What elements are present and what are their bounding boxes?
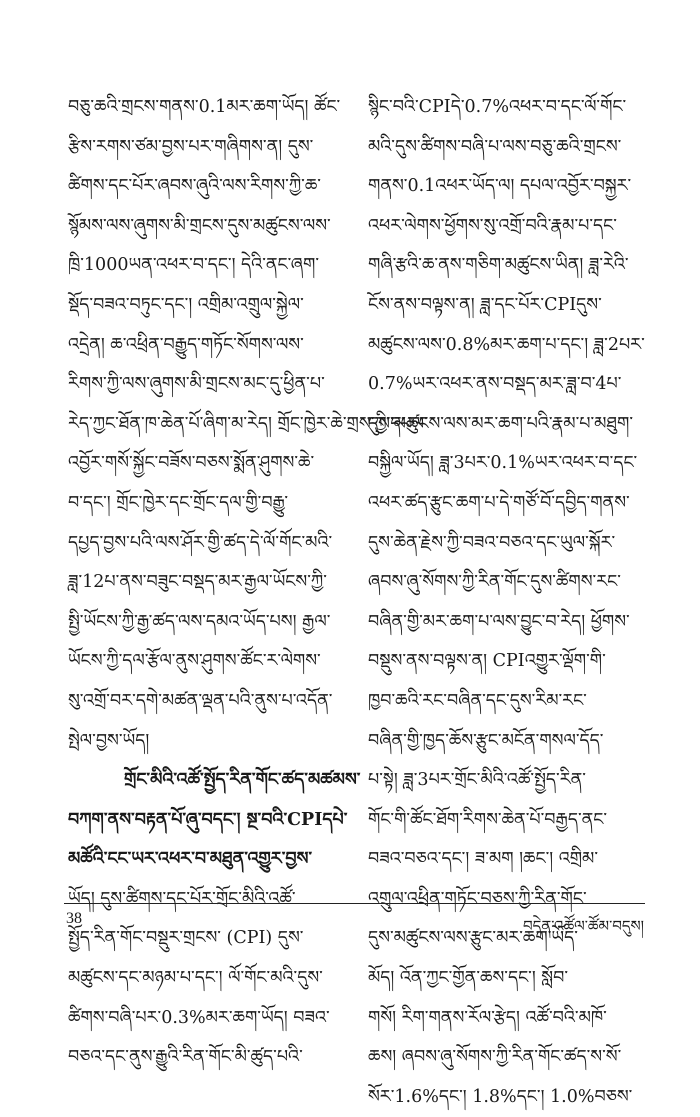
- text-line: འཕར་ལེགས་ཕྱོགས་སུ་འགྲོ་བའི་རྣམ་པ་དང་: [368, 215, 617, 236]
- text-line: རིགས་ཀྱི་ལས་ཞུགས་མི་གྲངས་མང་དུ་ཕྱིན་པ་: [68, 374, 325, 395]
- text-line: དུས་ཆེན་རྗེས་ཀྱི་བཟའ་བཅའ་དང་ཡུལ་སྐོར་: [368, 532, 616, 553]
- text-line: བཀག་ནས་བརྟན་པོ་ཞུ་བདང་། སྔ་བའི་CPIདཔེ་: [68, 809, 348, 830]
- text-line: མཚོའི་ངང་ཡར་འཕར་བ་མཐུན་འགྱུར་བྱས་: [68, 849, 313, 870]
- text-line: གནས་0.1འཕར་ཡོད་ལ། དཔལ་འབྱོར་བསྐྱར་: [368, 176, 632, 197]
- text-line: སྤེལ་བྱས་ཡོད།: [68, 730, 150, 751]
- text-line: སུ་འགྲོ་བར་དགེ་མཚན་ལྡན་པའི་ནུས་པ་འདོན་: [68, 690, 333, 711]
- text-line: མོད། འོན་ཀྱང་གྱོན་ཆས་དང་། སློབ་: [368, 968, 569, 989]
- section-heading: [68, 761, 368, 880]
- text-line: ཁྲི་1000ཡན་འཕར་བ་དང་། དེའི་ནང་ཞག་: [68, 255, 320, 276]
- text-line: གསོ། རིག་གནས་རོལ་རྩེད། འཚོ་བའི་མཁོ་: [368, 1007, 607, 1028]
- text-line: དུས་མཚུངས་ལས་མར་ཆག་པའི་རྣམ་པ་མཐུག་: [368, 413, 634, 434]
- text-line: ཚིགས་བཞི་པར་0.3%མར་ཆག་ཡོད། བཟའ་: [68, 1007, 330, 1028]
- text-line: སྤྱི་ཡོངས་ཀྱི་རྒྱ་ཚད་ལས་དམའ་ཡོད་པས། རྒྱལ་: [68, 611, 331, 632]
- text-line: ངོས་ནས་བལྟས་ན། ཟླ་དང་པོར་CPIདུས་: [368, 294, 602, 315]
- text-line: བསྡུས་ནས་བལྟས་ན། CPIའགྱུར་ལྡོག་གི་: [368, 651, 606, 672]
- text-line: བཟའ་བཅའ་དང་། ཟ་མག །ཆང་། འགྲིམ་: [368, 849, 598, 870]
- footer-rule: [64, 903, 645, 904]
- text-line: ཟླ་12པ་ནས་བཟུང་བསྡད་མར་རྒྱལ་ཡོངས་ཀྱི་: [68, 572, 327, 593]
- text-line: རྩིས་རགས་ཙམ་བྱས་པར་གཞིགས་ན། དུས་: [68, 136, 314, 157]
- text-line: ཞབས་ཞུ་སོགས་ཀྱི་རིན་གོང་དུས་ཚིགས་རང་: [368, 572, 621, 593]
- page-number: 38: [66, 910, 82, 927]
- text-line: འགྲུལ་འཕྲིན་གཏོང་བཅས་ཀྱི་རིན་གོང་: [368, 888, 587, 909]
- text-line: གཞི་རྩའི་ཆ་ནས་གཅིག་མཚུངས་ཡིན། ཟླ་རེའི་: [368, 255, 629, 276]
- text-line: ཡོངས་ཀྱི་དལ་རྩོལ་ནུས་ཤུགས་ཚོང་ར་ལེགས་: [68, 651, 321, 672]
- text-line: ཆས། ཞབས་ཞུ་སོགས་ཀྱི་རིན་གོང་ཚད་ས་སོ་: [368, 1047, 622, 1068]
- left-paragraph-2: [68, 880, 368, 1078]
- text-line: སྡོད་བཟའ་བཏུང་དང་། འགྲིམ་འགྲུལ་སྐྱེལ་: [68, 294, 304, 315]
- text-line: བཞིན་གྱི་ཁྱད་ཆོས་རྩུང་མངོན་གསལ་དོད་: [368, 730, 604, 751]
- text-line: 0.7%ཡར་འཕར་ནས་བསྡད་མར་ཟླ་བ་4པ་: [368, 374, 622, 395]
- text-line: བཅའ་དང་ནུས་རྒྱུའི་རིན་གོང་མི་ཚུད་པའི་: [68, 1047, 303, 1068]
- text-line: དུས་མཚུངས་ལས་རྩུང་མར་ཆག་ཡོད་: [368, 928, 578, 949]
- left-column: [68, 88, 428, 1078]
- text-line: དཔྱད་བྱས་པའི་ལས་ཤོར་གྱི་ཚད་དེ་ལོ་གོང་མའི་: [68, 532, 333, 553]
- text-line: སོར་1.6%དང་། 1.8%དང་། 1.0%བཅས་: [368, 1086, 633, 1107]
- text-line: བཞིན་གྱི་མར་ཆག་པ་ལས་བྱུང་བ་རེད། ཕྱོགས་: [368, 611, 630, 632]
- text-line: འཕར་ཚད་རྩུང་ཆག་པ་དེ་གཙོ་བོ་དབྱིད་གནས་: [368, 492, 630, 513]
- text-line: པ་སྟེ། ཟླ་3པར་གྲོང་མིའི་འཚོ་སྤྱོད་རིན་: [368, 770, 586, 791]
- text-line: འབྱོར་གསོ་སྐྱོང་བཟོས་བཅས་སྨོན་ཤུགས་ཆེ་: [68, 453, 315, 474]
- right-column: [368, 88, 644, 1117]
- text-line: མཚུངས་དང་མཉམ་པ་དང་། ལོ་གོང་མའི་དུས་: [68, 968, 323, 989]
- text-line: སྤྱོད་རིན་གོང་བསྡུར་གྲངས་ (CPI) དུས་: [68, 928, 304, 949]
- right-paragraph-1: [368, 88, 644, 1117]
- left-paragraph-1: [68, 88, 428, 761]
- text-line: གོང་གི་ཚོང་ཐོག་རིགས་ཆེན་པོ་བརྒྱད་ནང་: [368, 809, 608, 830]
- text-line: འདྲེན། ཆ་འཕྲིན་བརྒྱུད་གཏོང་སོགས་ལས་: [68, 334, 304, 355]
- text-line: ཁྱབ་ཆའི་རང་བཞིན་དང་དུས་རིམ་རང་: [368, 690, 587, 711]
- text-line: མཚུངས་ལས་0.8%མར་ཆག་པ་དང་། ཟླ་2པར་: [368, 334, 645, 355]
- text-line: ཚིགས་དང་པོར་ཞབས་ཞུའི་ལས་རིགས་ཀྱི་ཆ་: [68, 176, 321, 197]
- text-line: སྙོམས་ལས་ཞུགས་མི་གྲངས་དུས་མཚུངས་ལས་: [68, 215, 331, 236]
- text-line: བ་དང་། གྲོང་ཁྱེར་དང་གྲོང་དལ་གྱི་བརྒྱུ་: [68, 492, 289, 513]
- text-line: སྙིང་བའི་CPIདེ་0.7%འཕར་བ་དང་ལོ་གོང་: [368, 97, 627, 117]
- text-line: རེད་ཀྱང་ཐོན་ཁ་ཆེན་པོ་ཞིག་མ་རེད། གྲོང་ཁྱེར་ཆེ་གྲས་ཀྱི་དཔལ་: [68, 413, 428, 434]
- text-line: ཡོད། དུས་ཚིགས་དང་པོར་གྲོང་མིའི་འཚོ་: [68, 888, 296, 909]
- text-line: མའི་དུས་ཚིགས་བཞི་པ་ལས་བཅུ་ཆའི་གྲངས་: [368, 136, 622, 157]
- text-line: གྲོང་མིའི་འཚོ་སྤྱོད་རིན་གོང་ཚད་མཚམས་: [124, 770, 361, 791]
- text-line: བསྐྱིལ་ཡོད། ཟླ་3པར་0.1%ཡར་འཕར་བ་དང་: [368, 453, 638, 474]
- text-line: བཅུ་ཆའི་གྲངས་གནས་0.1མར་ཆག་ཡོད། ཚོང་: [68, 97, 341, 117]
- running-title: བདེན་འཚོལ་ཚོམ་བདུས།: [523, 917, 644, 935]
